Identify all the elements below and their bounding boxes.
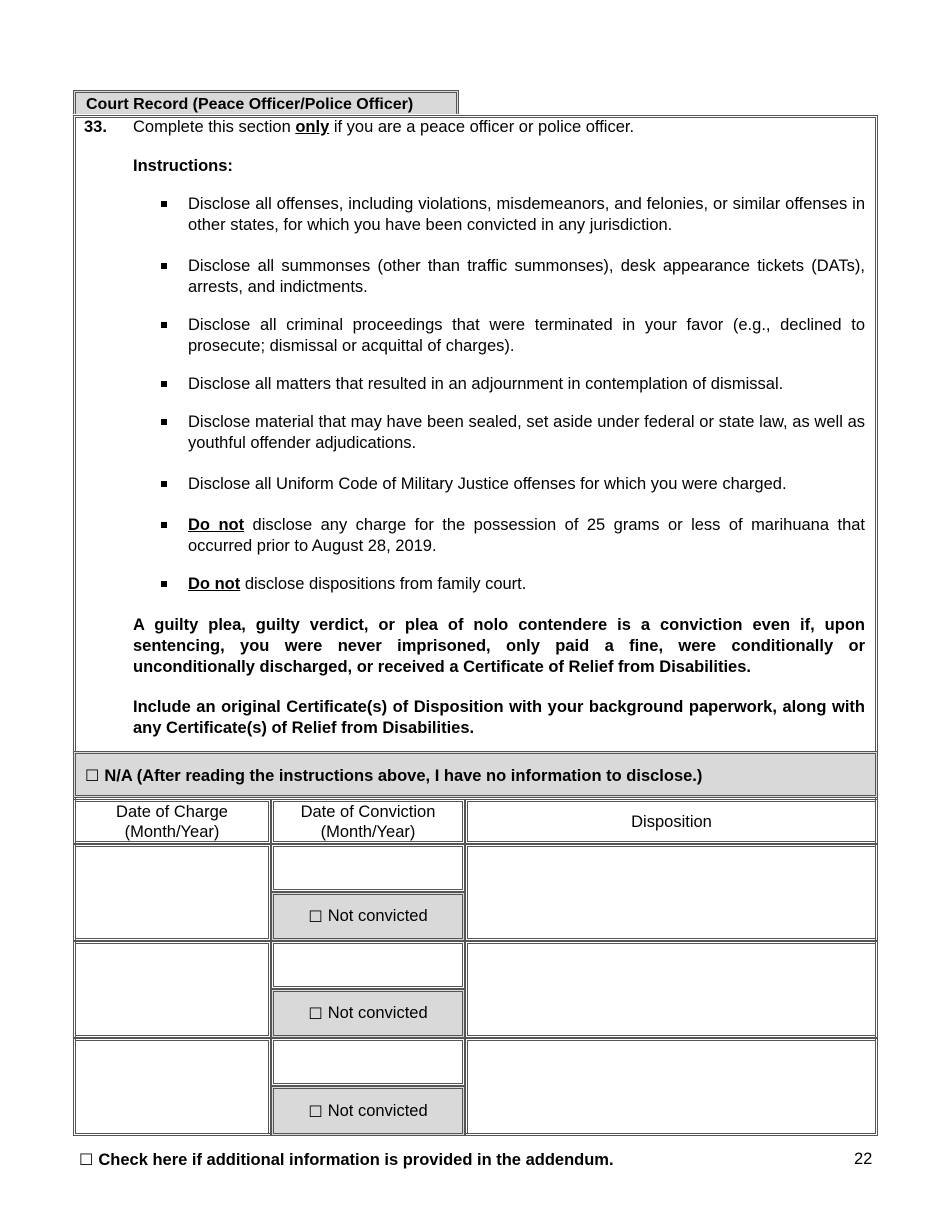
instructions-title: Instructions: bbox=[133, 157, 233, 175]
header-disposition: Disposition bbox=[465, 799, 878, 844]
certificate-note: Include an original Certificate(s) of Disposition with your background paperwork, along with any Certificate(s) of Relief from Disabilities. bbox=[133, 698, 865, 737]
charge-date-cell[interactable] bbox=[73, 1038, 271, 1136]
not-convicted-checkbox[interactable] bbox=[271, 989, 465, 1038]
page-number: 22 bbox=[854, 1150, 873, 1168]
conviction-date-cell[interactable] bbox=[271, 941, 465, 989]
section-title: Court Record (Peace Officer/Police Officer) bbox=[73, 90, 459, 114]
charge-date-cell[interactable] bbox=[73, 941, 271, 1038]
instruction-bullet: Disclose all offenses, including violations, misdemeanors, and felonies, or similar offenses in other states, for which you have been convicted in any jurisdiction. bbox=[188, 195, 865, 234]
na-label: N/A (After reading the instructions above, I have no information to disclose.) bbox=[104, 767, 703, 785]
instruction-bullet: Disclose all Uniform Code of Military Justice offenses for which you were charged. bbox=[188, 474, 865, 495]
disposition-cell[interactable] bbox=[465, 844, 878, 941]
not-convicted-label: Not convicted bbox=[327, 907, 428, 925]
checkbox-icon[interactable]: ☐ bbox=[79, 1150, 94, 1169]
disposition-cell[interactable] bbox=[465, 1038, 878, 1136]
na-checkbox[interactable] bbox=[85, 766, 702, 786]
header-date-of-charge: Date of Charge (Month/Year) bbox=[73, 799, 271, 844]
addendum-label: Check here if additional information is provided in the addendum. bbox=[98, 1151, 614, 1169]
not-convicted-checkbox[interactable] bbox=[271, 892, 465, 941]
not-convicted-label: Not convicted bbox=[327, 1004, 428, 1022]
charge-date-cell[interactable] bbox=[73, 844, 271, 941]
checkbox-icon[interactable]: ☐ bbox=[308, 1101, 323, 1121]
instruction-bullet: Disclose all criminal proceedings that were terminated in your favor (e.g., declined to prosecute; dismissal or acquittal of charges). bbox=[188, 316, 865, 355]
not-convicted-checkbox[interactable] bbox=[271, 1086, 465, 1136]
conviction-date-cell[interactable] bbox=[271, 1038, 465, 1086]
checkbox-icon[interactable]: ☐ bbox=[308, 907, 323, 926]
instruction-bullet: Do not disclose dispositions from family court. bbox=[188, 574, 865, 595]
addendum-checkbox[interactable] bbox=[79, 1150, 614, 1170]
header-date-of-conviction: Date of Conviction (Month/Year) bbox=[271, 799, 465, 844]
conviction-date-cell[interactable] bbox=[271, 844, 465, 892]
conviction-note: A guilty plea, guilty verdict, or plea of nolo contendere is a conviction even if, upon sentencing, you were never imprisoned, only paid a fine, were conditionally or unconditionally discharged, or received a Certificate of Relief from Disabilities. bbox=[133, 616, 865, 676]
instruction-bullet: Disclose all summonses (other than traffic summonses), desk appearance tickets (DATs), arrests, and indictments. bbox=[188, 257, 865, 296]
instruction-bullet: Do not disclose any charge for the possession of 25 grams or less of marihuana that occurred prior to August 28, 2019. bbox=[188, 516, 865, 555]
instruction-bullet: Disclose material that may have been sealed, set aside under federal or state law, as well as youthful offender adjudications. bbox=[188, 413, 865, 452]
checkbox-icon[interactable]: ☐ bbox=[85, 766, 100, 785]
not-convicted-label: Not convicted bbox=[327, 1101, 428, 1120]
disposition-cell[interactable] bbox=[465, 941, 878, 1038]
checkbox-icon[interactable]: ☐ bbox=[308, 1004, 323, 1023]
question-number: 33. bbox=[84, 118, 107, 136]
question-text: Complete this section only if you are a peace officer or police officer. bbox=[133, 118, 635, 136]
instruction-bullet: Disclose all matters that resulted in an adjournment in contemplation of dismissal. bbox=[188, 374, 865, 395]
